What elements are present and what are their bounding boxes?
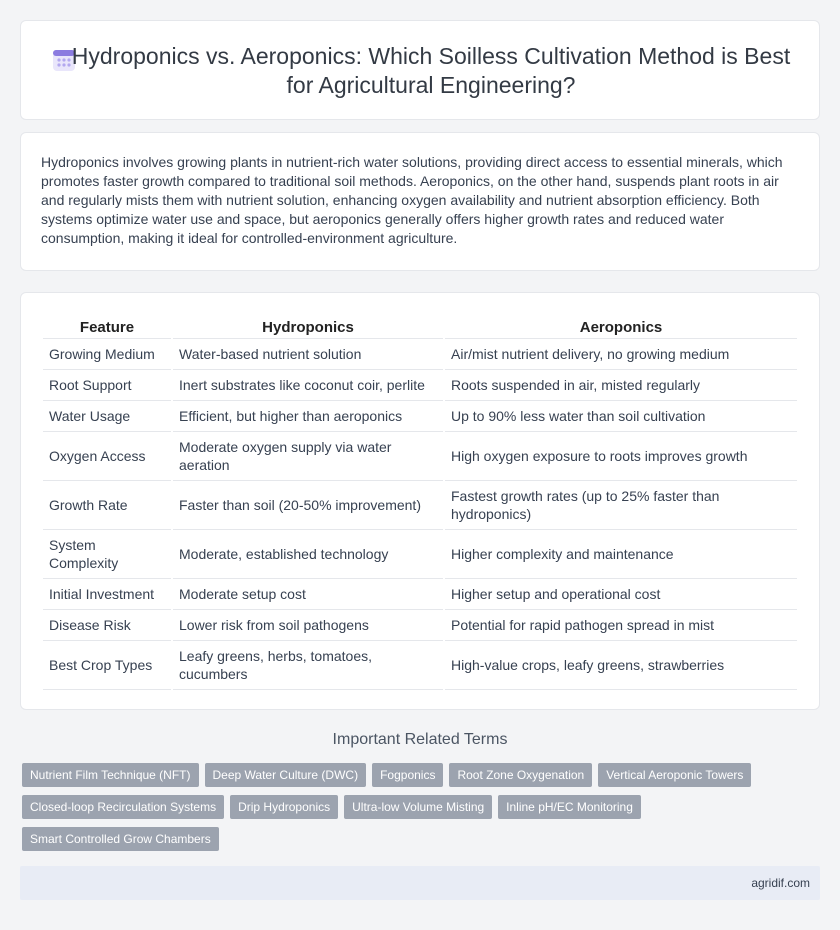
table-row — [43, 610, 797, 641]
term-tag[interactable]: Root Zone Oxygenation — [449, 763, 592, 787]
term-tag[interactable]: Smart Controlled Grow Chambers — [22, 827, 219, 851]
intro-card — [20, 132, 820, 271]
hydroponics-cell: Moderate, established technology — [173, 530, 443, 579]
hydroponics-cell: Leafy greens, herbs, tomatoes, cucumbers — [173, 641, 443, 690]
aeroponics-cell: Fastest growth rates (up to 25% faster than hydroponics) — [445, 481, 797, 530]
aeroponics-cell: Roots suspended in air, misted regularly — [445, 370, 797, 401]
term-tag[interactable]: Deep Water Culture (DWC) — [205, 763, 367, 787]
intro-paragraph: Hydroponics involves growing plants in nutrient-rich water solutions, providing direct access to essential minerals, which promotes faster growth compared to traditional soil methods. Aeroponics, on the other hand, suspends plant roots in air and regularly mists them with nutrient solution, enhancing oxygen availability and nutrient absorption efficiency. Both systems optimize water use and space, but aeroponics generally offers higher growth rates and reduced water consumption, making it ideal for controlled-environment agriculture. — [41, 154, 783, 246]
feature-cell: System Complexity — [43, 530, 171, 579]
table-row — [43, 370, 797, 401]
aeroponics-cell: High-value crops, leafy greens, strawberries — [445, 641, 797, 690]
header-aeroponics: Aeroponics — [445, 315, 797, 339]
table-header-row — [43, 315, 797, 339]
feature-cell: Root Support — [43, 370, 171, 401]
hydroponics-cell: Lower risk from soil pathogens — [173, 610, 443, 641]
term-tag[interactable]: Fogponics — [372, 763, 443, 787]
related-terms-title: Important Related Terms — [332, 731, 508, 748]
feature-cell: Growth Rate — [43, 481, 171, 530]
comparison-table-card — [20, 292, 820, 710]
table-row — [43, 339, 797, 370]
term-tag[interactable]: Nutrient Film Technique (NFT) — [22, 763, 199, 787]
aeroponics-cell: Higher complexity and maintenance — [445, 530, 797, 579]
table-row — [43, 641, 797, 690]
term-tag[interactable]: Inline pH/EC Monitoring — [498, 795, 641, 819]
hydroponics-cell: Water-based nutrient solution — [173, 339, 443, 370]
aeroponics-cell: High oxygen exposure to roots improves growth — [445, 432, 797, 481]
feature-cell: Best Crop Types — [43, 641, 171, 690]
aeroponics-cell: Potential for rapid pathogen spread in mist — [445, 610, 797, 641]
feature-cell: Initial Investment — [43, 579, 171, 610]
aeroponics-cell: Higher setup and operational cost — [445, 579, 797, 610]
related-terms-list — [22, 763, 802, 851]
feature-cell: Water Usage — [43, 401, 171, 432]
term-tag[interactable]: Drip Hydroponics — [230, 795, 338, 819]
table-row — [43, 579, 797, 610]
feature-cell: Oxygen Access — [43, 432, 171, 481]
feature-cell: Growing Medium — [43, 339, 171, 370]
comparison-table — [41, 315, 799, 690]
feature-cell: Disease Risk — [43, 610, 171, 641]
page-title: Hydroponics vs. Aeroponics: Which Soilless Cultivation Method is Best for Agricultural Engineering? — [71, 43, 791, 98]
term-tag[interactable]: Vertical Aeroponic Towers — [598, 763, 751, 787]
table-row — [43, 481, 797, 530]
hydroponics-cell: Moderate oxygen supply via water aeration — [173, 432, 443, 481]
hydroponics-cell: Inert substrates like coconut coir, perlite — [173, 370, 443, 401]
header-hydroponics: Hydroponics — [173, 315, 443, 339]
hydroponics-cell: Efficient, but higher than aeroponics — [173, 401, 443, 432]
header-feature: Feature — [43, 315, 171, 339]
footer-site-link[interactable]: agridif.com — [751, 876, 810, 890]
table-row — [43, 401, 797, 432]
aeroponics-cell: Air/mist nutrient delivery, no growing medium — [445, 339, 797, 370]
term-tag[interactable]: Ultra-low Volume Misting — [344, 795, 492, 819]
aeroponics-cell: Up to 90% less water than soil cultivation — [445, 401, 797, 432]
header-card — [20, 20, 820, 120]
hydroponics-cell: Moderate setup cost — [173, 579, 443, 610]
term-tag[interactable]: Closed-loop Recirculation Systems — [22, 795, 224, 819]
hydroponics-cell: Faster than soil (20-50% improvement) — [173, 481, 443, 530]
footer — [20, 866, 820, 900]
table-row — [43, 432, 797, 481]
table-row — [43, 530, 797, 579]
